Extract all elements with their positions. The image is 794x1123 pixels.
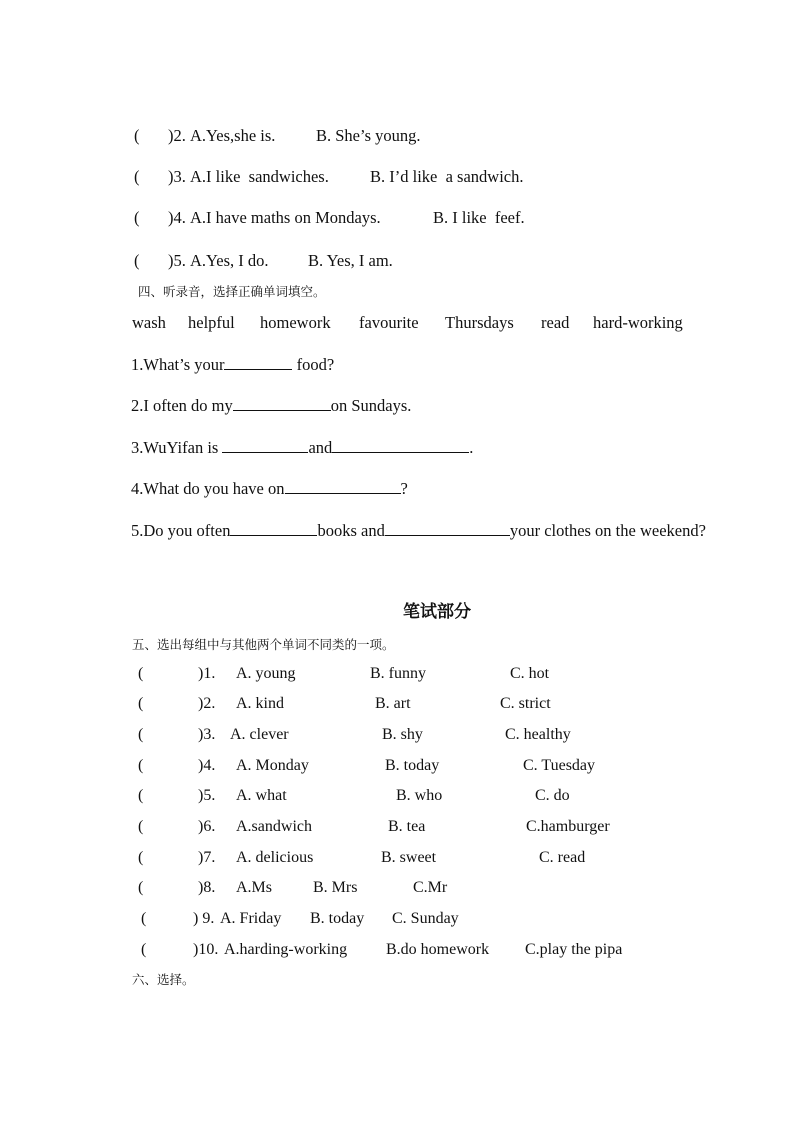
answer-blank[interactable] <box>230 521 317 536</box>
option-a: A. delicious <box>236 849 314 866</box>
option-a: A.I have maths on Mondays. <box>190 208 381 227</box>
option-b: B. funny <box>370 665 426 682</box>
answer-blank[interactable] <box>285 479 401 494</box>
option-a: A.I like sandwiches. <box>190 167 329 186</box>
answer-blank[interactable] <box>385 521 510 536</box>
fill-question-1 <box>131 355 334 375</box>
item-number: )3. <box>198 726 216 743</box>
option-c: C. do <box>535 787 570 804</box>
option-c: C. Tuesday <box>523 757 596 774</box>
option-b: B. who <box>396 787 443 804</box>
question-text: 2.I often do my <box>131 396 233 415</box>
item-number: )3. <box>168 167 186 186</box>
option-b: B. art <box>375 695 411 712</box>
word-bank-item: favourite <box>359 313 419 332</box>
option-b: B. Mrs <box>313 879 358 896</box>
question-text: and <box>308 438 333 457</box>
section-5-heading: 五、选出每组中与其他两个单词不同类的一项。 <box>132 637 395 652</box>
option-a: A.Ms <box>236 879 273 896</box>
written-section-title: 笔试部分 <box>403 602 471 622</box>
item-number: )2. <box>168 126 186 145</box>
section-4-heading: 四、听录音，选择正确单词填空。 <box>138 284 326 299</box>
item-number: )4. <box>168 208 186 227</box>
answer-blank[interactable] <box>233 396 331 411</box>
option-a: A.harding-working <box>224 941 348 958</box>
fill-question-5 <box>131 521 706 541</box>
item-number: ) 9. <box>193 910 215 927</box>
option-a: A. young <box>236 665 296 682</box>
section-6-heading: 六、选择。 <box>132 972 195 987</box>
answer-paren-open: ( <box>141 941 147 958</box>
option-a: A. Monday <box>236 757 309 774</box>
option-b: B. shy <box>382 726 423 743</box>
word-bank-item: homework <box>260 313 331 332</box>
answer-paren-open: ( <box>138 757 144 774</box>
option-a: A.sandwich <box>236 818 312 835</box>
option-b: B. Yes, I am. <box>308 251 393 270</box>
option-a: A. kind <box>236 695 284 712</box>
answer-blank[interactable] <box>332 438 469 453</box>
item-number: )2. <box>198 695 216 712</box>
question-text: 5.Do you often <box>131 521 231 540</box>
option-c: C.hamburger <box>526 818 610 835</box>
answer-paren-open: ( <box>138 787 144 804</box>
question-text: 4.What do you have on <box>131 479 285 498</box>
question-text: books and <box>317 521 385 540</box>
option-b: B. today <box>385 757 440 774</box>
fill-question-3 <box>131 438 473 458</box>
answer-paren-open: ( <box>138 818 144 835</box>
option-a: A.Yes, I do. <box>190 251 269 270</box>
answer-blank[interactable] <box>222 438 308 453</box>
option-b: B. tea <box>388 818 426 835</box>
item-number: )5. <box>168 251 186 270</box>
answer-paren-open: ( <box>138 695 144 712</box>
question-text: on Sundays. <box>330 396 412 415</box>
option-c: C.Mr <box>413 879 448 896</box>
option-a: A. what <box>236 787 287 804</box>
word-bank-item: Thursdays <box>445 313 514 332</box>
answer-paren-open: ( <box>141 910 147 927</box>
answer-paren-open: ( <box>134 167 140 186</box>
question-text: 1.What’s your <box>131 355 225 374</box>
answer-paren-open: ( <box>134 208 140 227</box>
word-bank-item: helpful <box>188 313 235 332</box>
option-c: C. hot <box>510 665 550 682</box>
option-b: B.do homework <box>386 941 490 958</box>
item-number: )8. <box>198 879 216 896</box>
answer-paren-open: ( <box>138 849 144 866</box>
option-c: C. strict <box>500 695 551 712</box>
fill-question-4 <box>131 479 408 499</box>
answer-paren-open: ( <box>138 665 144 682</box>
option-b: B. I like feef. <box>433 208 525 227</box>
item-number: )10. <box>193 941 219 958</box>
item-number: )1. <box>198 665 216 682</box>
answer-paren-open: ( <box>138 879 144 896</box>
item-number: )6. <box>198 818 216 835</box>
option-a: A. Friday <box>220 910 282 927</box>
question-text: ? <box>400 479 408 498</box>
option-c: C.play the pipa <box>525 941 623 958</box>
item-number: )5. <box>198 787 216 804</box>
option-a: A.Yes,she is. <box>190 126 276 145</box>
option-a: A. clever <box>230 726 289 743</box>
option-b: B. today <box>310 910 365 927</box>
word-bank-item: hard-working <box>593 313 683 332</box>
item-number: )4. <box>198 757 216 774</box>
word-bank-item: read <box>541 313 570 332</box>
answer-paren-open: ( <box>138 726 144 743</box>
option-b: B. She’s young. <box>316 126 421 145</box>
question-text: . <box>469 438 474 457</box>
fill-question-2 <box>131 396 411 416</box>
answer-paren-open: ( <box>134 126 140 145</box>
question-text: food? <box>292 355 335 374</box>
option-b: B. I’d like a sandwich. <box>370 167 524 186</box>
option-c: C. Sunday <box>392 910 459 927</box>
question-text: 3.WuYifan is <box>131 438 223 457</box>
question-text: your clothes on the weekend? <box>509 521 706 540</box>
answer-blank[interactable] <box>224 355 292 370</box>
word-bank-item: wash <box>132 313 166 332</box>
option-c: C. healthy <box>505 726 571 743</box>
option-c: C. read <box>539 849 586 866</box>
option-b: B. sweet <box>381 849 437 866</box>
item-number: )7. <box>198 849 216 866</box>
answer-paren-open: ( <box>134 251 140 270</box>
